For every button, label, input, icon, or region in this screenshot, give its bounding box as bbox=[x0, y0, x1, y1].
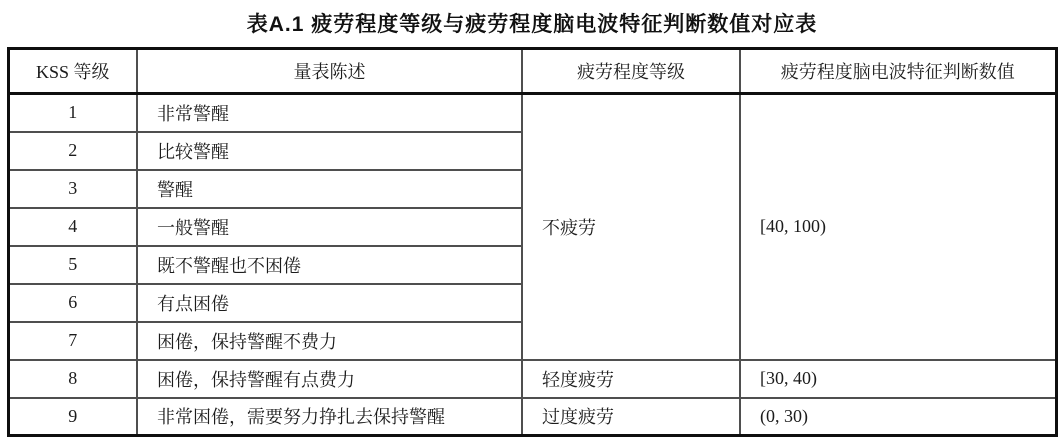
table-row bbox=[8, 94, 1056, 132]
fatigue-level-cell: 轻度疲劳 bbox=[522, 360, 740, 398]
eeg-value-cell: [30, 40) bbox=[740, 360, 1056, 398]
statement-cell: 困倦，保持警醒有点费力 bbox=[137, 360, 522, 398]
kss-cell: 1 bbox=[8, 94, 137, 132]
eeg-value-cell-merged: [40, 100) bbox=[740, 94, 1056, 360]
statement-cell: 有点困倦 bbox=[137, 284, 522, 322]
eeg-value-cell: (0, 30) bbox=[740, 398, 1056, 436]
fatigue-level-cell: 过度疲劳 bbox=[522, 398, 740, 436]
statement-cell: 一般警醒 bbox=[137, 208, 522, 246]
page-title: 表A.1 疲劳程度等级与疲劳程度脑电波特征判断数值对应表 bbox=[246, 13, 818, 36]
kss-cell: 3 bbox=[8, 170, 137, 208]
statement-cell: 非常困倦，需要努力挣扎去保持警醒 bbox=[137, 398, 522, 436]
table-row bbox=[8, 398, 1056, 436]
kss-cell: 5 bbox=[8, 246, 137, 284]
header-cell-eeg-value: 疲劳程度脑电波特征判断数值 bbox=[740, 49, 1056, 94]
table-row bbox=[8, 360, 1056, 398]
statement-cell: 既不警醒也不困倦 bbox=[137, 246, 522, 284]
kss-cell: 6 bbox=[8, 284, 137, 322]
kss-cell: 7 bbox=[8, 322, 137, 360]
header-cell-statement: 量表陈述 bbox=[137, 49, 522, 94]
kss-cell: 2 bbox=[8, 132, 137, 170]
fatigue-level-cell-merged: 不疲劳 bbox=[522, 94, 740, 360]
fatigue-table bbox=[7, 47, 1058, 437]
statement-cell: 困倦，保持警醒不费力 bbox=[137, 322, 522, 360]
header-cell-kss: KSS 等级 bbox=[8, 49, 137, 94]
header-cell-fatigue-level: 疲劳程度等级 bbox=[522, 49, 740, 94]
statement-cell: 非常警醒 bbox=[137, 94, 522, 132]
kss-cell: 4 bbox=[8, 208, 137, 246]
statement-cell: 警醒 bbox=[137, 170, 522, 208]
statement-cell: 比较警醒 bbox=[137, 132, 522, 170]
kss-cell: 8 bbox=[8, 360, 137, 398]
kss-cell: 9 bbox=[8, 398, 137, 436]
table-header-row bbox=[8, 49, 1056, 94]
